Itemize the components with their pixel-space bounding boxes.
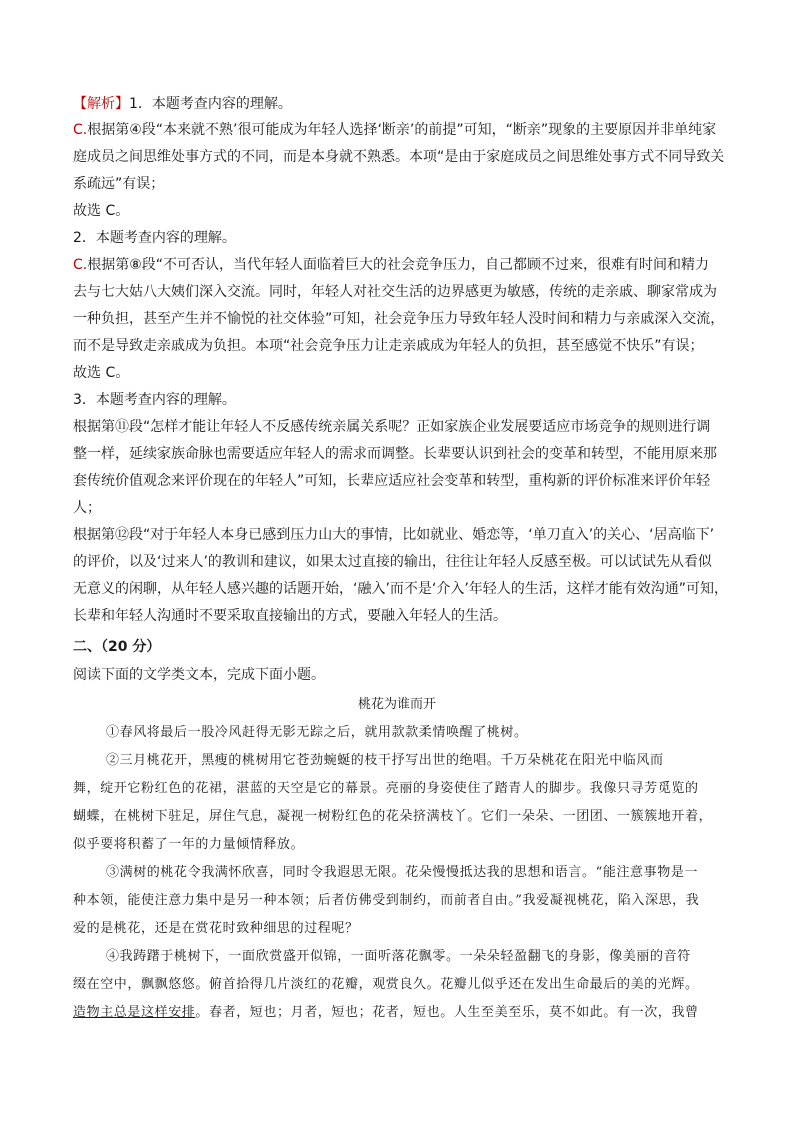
- passage-paragraph-4-line-1: ④我踌躇于桃树下，一面欣赏盛开似锦，一面听落花飘零。一朵朵轻盈翻飞的身影，像美丽的音符: [106, 949, 691, 964]
- passage-paragraph-3-line-1: ③满树的桃花令我满怀欣喜，同时令我遐思无限。花朵慢慢抵达我的思想和语言。“能注意事物是一: [106, 865, 699, 880]
- q2-head: 2．本题考查内容的理解。: [73, 230, 236, 246]
- q1-head: 1．本题考查内容的理解。: [129, 96, 292, 112]
- q1-line-3: 系疏远”有误；: [73, 176, 165, 192]
- passage-paragraph-2-line-1: ②三月桃花开，黑瘦的桃树用它苍劲蜿蜒的枝干抒写出世的绝唱。千万朵桃花在阳光中临风而: [106, 753, 664, 768]
- analysis-tag: 【解析】: [73, 96, 129, 112]
- q2-line-4: 而不是导致走亲戚成为负担。本项“社会竞争压力让走亲戚成为年轻人的负担，甚至感觉不快乐”有误；: [73, 338, 704, 354]
- passage-paragraph-3-line-2: 种本领，能使注意力集中是另一种本领；后者仿佛受到制约，而前者自由。”我爱凝视桃花，陷入深思，我: [73, 893, 700, 908]
- section-heading: 二、（20 分）: [73, 639, 161, 655]
- passage-paragraph-4-line-3: [73, 1000, 699, 1026]
- q1-line-2: 庭成员之间思维处事方式的不同，而是本身就不熟悉。本项“是由于家庭成员之间思维处事方式不同导致关: [73, 149, 725, 165]
- passage-paragraph-2-line-4: 似乎要将积蓄了一年的力量倾情释放。: [73, 837, 305, 852]
- underlined-phrase: 造物主总是这样安排: [73, 1005, 196, 1020]
- q2-option-label: C.: [73, 257, 88, 273]
- q1-line-1: [73, 117, 716, 143]
- q3-line-1: 根据第⑪段“怎样才能让年轻人不反感传统亲属关系呢？正如家族企业发展要适应市场竞争的规则进行调: [73, 419, 711, 435]
- q2-line-2: 去与七大姑八大姨们深入交流。同时，年轻人对社交生活的边界感更为敏感，传统的走亲戚、聊家常成为: [73, 284, 717, 300]
- q3-line-8: 长辈和年轻人沟通时不要采取直接输出的方式，要融入年轻人的生活。: [73, 608, 507, 624]
- q1-line-1-text: 根据第④段“本来就不熟’很可能成为年轻人选择‘断亲’的前提”可知，“断亲”现象的主要原因并非单纯家: [87, 122, 717, 138]
- paragraph-4-line-3-rest: 。春者，短也；月者，短也；花者，短也。人生至美至乐，莫不如此。有一次，我曾: [195, 1005, 699, 1020]
- section-instruction: 阅读下面的文学类文本，完成下面小题。: [73, 667, 325, 683]
- q2-answer: 故选 C。: [73, 365, 130, 381]
- passage-paragraph-3-line-3: 爱的是桃花，还是在赏花时致种细思的过程呢？: [73, 921, 359, 936]
- q1-option-label: C.: [73, 122, 88, 138]
- q1-answer: 故选 C。: [73, 203, 130, 219]
- passage-paragraph-4-line-2: 缀在空中，飘飘悠悠。俯首拾得几片淡红的花瓣，观赏良久。花瓣儿似乎还在发出生命最后的美的光辉。: [73, 977, 699, 992]
- passage-paragraph-2-line-2: 舞，绽开它粉红色的花裙，湛蓝的天空是它的幕景。亮丽的身姿使住了踏青人的脚步。我像只寻芳觅览的: [73, 781, 699, 796]
- q3-line-4: 人；: [73, 500, 101, 516]
- q2-line-1-text: 根据第⑧段“不可否认，当代年轻人面临着巨大的社会竞争压力，自己都顾不过来，很难有时间和精力: [87, 257, 710, 273]
- q3-line-3: 套传统价值观念来评价现在的年轻人”可知，长辈应适应社会变革和转型，重构新的评价标准来评价年轻: [73, 473, 711, 489]
- q3-line-7: 无意义的闲聊，从年轻人感兴趣的话题开始，‘融入’而不是‘介入’年轻人的生活，这样才能有效沟通”可知，: [73, 581, 729, 597]
- q2-line-3: 一种负担，甚至产生并不愉悦的社交体验”可知，社会竞争压力导致年轻人没时间和精力与亲戚深入交流，: [73, 311, 725, 327]
- q3-line-6: 的评价，以及‘过来人’的教训和建议，如果太过直接的输出，往往让年轻人反感至极。可以试试先从看似: [73, 554, 712, 570]
- passage-paragraph-2-line-3: 蝴蝶，在桃树下驻足，屏住气息，凝视一树粉红色的花朵挤满枝丫。它们一朵朵、一团团、一簇簇地开着，: [73, 809, 713, 824]
- analysis-q1-heading: [73, 91, 292, 117]
- q3-head: 3．本题考查内容的理解。: [73, 392, 236, 408]
- q3-line-5: 根据第⑫段“对于年轻人本身已感到压力山大的事情，比如就业、婚恋等，‘单刀直入’的关心、‘居高临下’: [73, 527, 715, 543]
- passage-title: 桃花为谁而开: [357, 697, 436, 712]
- q2-line-1: [73, 252, 709, 278]
- passage-paragraph-1: ①春风将最后一股冷风赶得无影无踪之后，就用款款柔情唤醒了桃树。: [106, 725, 528, 740]
- q3-line-2: 整一样，延续家族命脉也需要适应年轻人的需求而调整。长辈要认识到社会的变革和转型，不能用原来那: [73, 446, 717, 462]
